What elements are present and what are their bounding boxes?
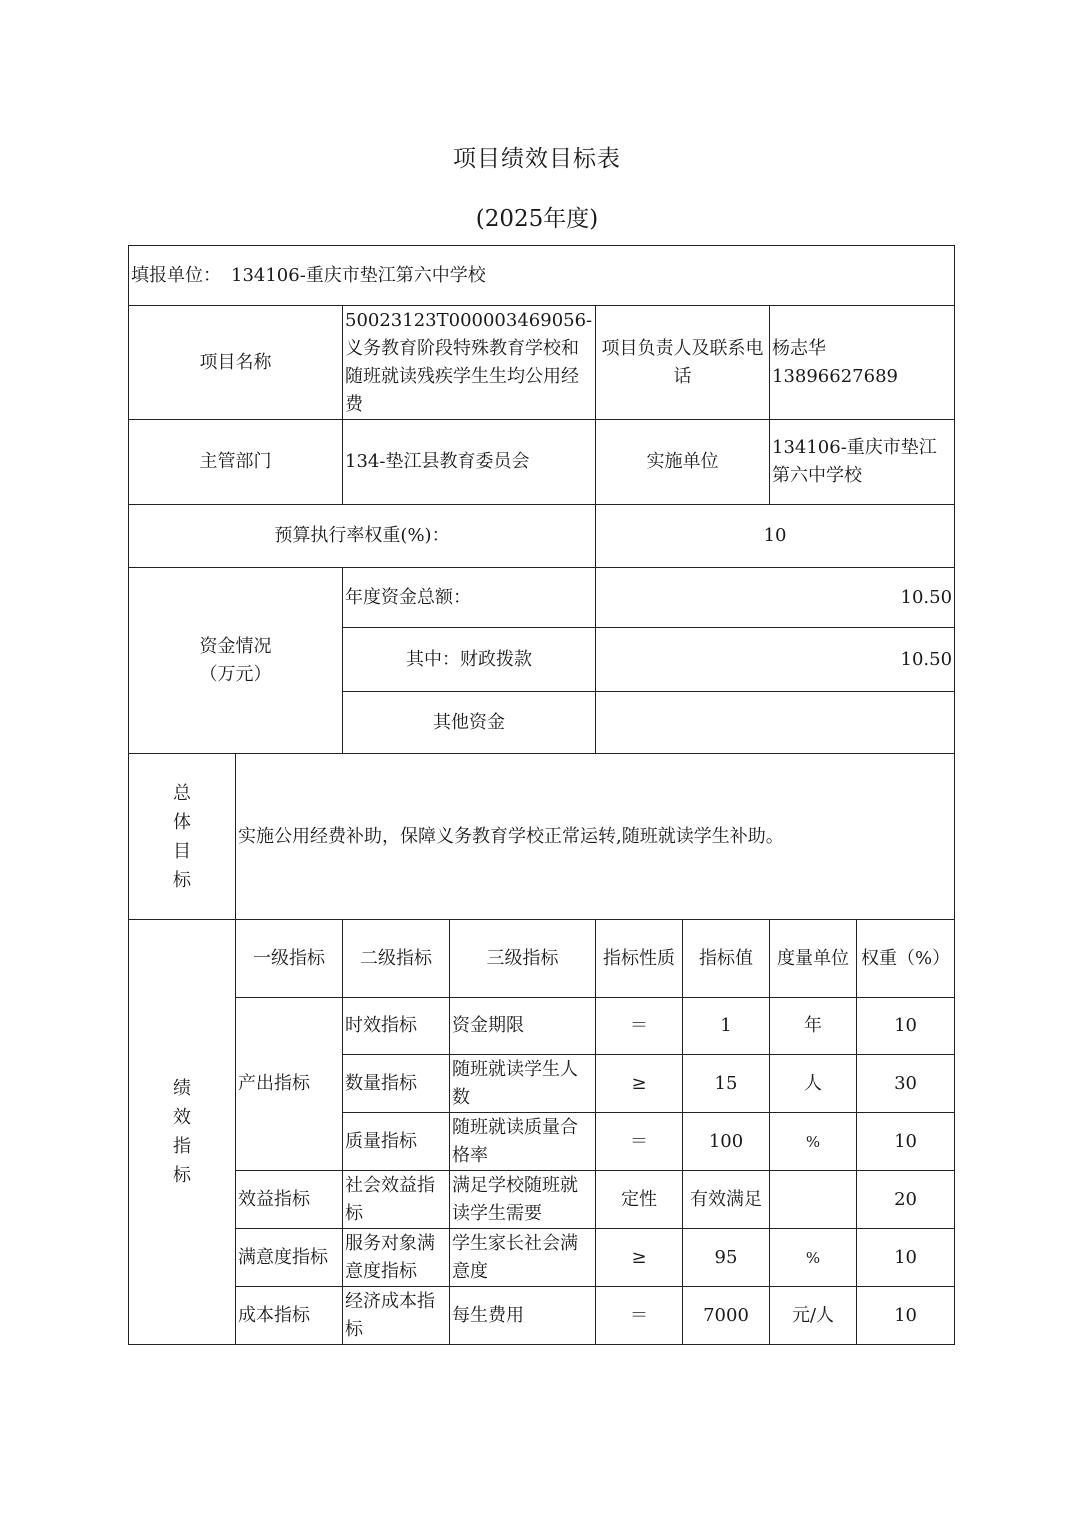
row-weight: 10 — [857, 1113, 955, 1171]
row-nature: 定性 — [596, 1171, 683, 1229]
header-l2: 二级指标 — [343, 920, 450, 998]
indicator-header-row — [129, 920, 955, 998]
row-weight: 20 — [857, 1171, 955, 1229]
funds-other-value — [596, 692, 955, 754]
performance-table — [128, 245, 955, 1345]
funds-total-value: 10.50 — [596, 568, 955, 628]
overall-label-cell — [129, 754, 236, 920]
row-l3: 每生费用 — [450, 1287, 596, 1345]
row-l1: 产出指标 — [236, 998, 343, 1171]
overall-row — [129, 754, 955, 920]
dept-label: 主管部门 — [129, 420, 343, 505]
row-l2: 经济成本指标 — [343, 1287, 450, 1345]
row-weight: 10 — [857, 1287, 955, 1345]
row-weight: 10 — [857, 998, 955, 1055]
budget-label: 预算执行率权重(%)： — [129, 505, 596, 568]
table-row — [129, 998, 955, 1055]
row-l3: 随班就读学生人数 — [450, 1055, 596, 1113]
funds-fiscal-label: 其中：财政拨款 — [343, 628, 596, 692]
row-l1: 满意度指标 — [236, 1229, 343, 1287]
header-l1: 一级指标 — [236, 920, 343, 998]
row-unit: 人 — [770, 1055, 857, 1113]
row-unit: % — [770, 1229, 857, 1287]
funds-fiscal-value: 10.50 — [596, 628, 955, 692]
project-name-label: 项目名称 — [129, 306, 343, 420]
funds-total-row — [129, 568, 955, 628]
header-unit: 度量单位 — [770, 920, 857, 998]
overall-value: 实施公用经费补助，保障义务教育学校正常运转,随班就读学生补助。 — [236, 754, 955, 920]
budget-value: 10 — [596, 505, 955, 568]
filler-value: 134106-重庆市垫江第六中学校 — [231, 264, 486, 286]
header-nature: 指标性质 — [596, 920, 683, 998]
row-l2: 质量指标 — [343, 1113, 450, 1171]
page-title: 项目绩效目标表 — [453, 146, 621, 172]
row-value: 100 — [683, 1113, 770, 1171]
filler-row — [129, 246, 955, 306]
table-row — [129, 1171, 955, 1229]
dept-row — [129, 420, 955, 505]
row-weight: 30 — [857, 1055, 955, 1113]
indicators-label-cell — [129, 920, 236, 1345]
row-nature: ＝ — [596, 1113, 683, 1171]
page-year: (2025年度) — [475, 206, 599, 232]
impl-label: 实施单位 — [596, 420, 770, 505]
row-unit: % — [770, 1113, 857, 1171]
row-value: 7000 — [683, 1287, 770, 1345]
row-l3: 满足学校随班就读学生需要 — [450, 1171, 596, 1229]
row-weight: 10 — [857, 1229, 955, 1287]
row-l2: 社会效益指标 — [343, 1171, 450, 1229]
overall-label: 总体目标 — [173, 782, 191, 891]
row-nature: ＝ — [596, 998, 683, 1055]
row-l3: 资金期限 — [450, 998, 596, 1055]
row-value: 有效满足 — [683, 1171, 770, 1229]
header-l3: 三级指标 — [450, 920, 596, 998]
header-value: 指标值 — [683, 920, 770, 998]
funds-unit: （万元） — [199, 663, 272, 685]
indicators-label: 绩效指标 — [173, 1078, 191, 1186]
row-unit — [770, 1171, 857, 1229]
row-nature: ≥ — [596, 1229, 683, 1287]
table-row — [129, 1287, 955, 1345]
row-value: 15 — [683, 1055, 770, 1113]
row-nature: ＝ — [596, 1287, 683, 1345]
impl-value: 134106-重庆市垫江第六中学校 — [770, 420, 955, 505]
row-l3: 随班就读质量合格率 — [450, 1113, 596, 1171]
dept-value: 134-垫江县教育委员会 — [343, 420, 596, 505]
row-unit: 元/人 — [770, 1287, 857, 1345]
project-name-value: 50023123T000003469056-义务教育阶段特殊教育学校和随班就读残疾学生生均公用经费 — [343, 306, 596, 420]
row-l2: 时效指标 — [343, 998, 450, 1055]
row-unit: 年 — [770, 998, 857, 1055]
filler-cell — [129, 246, 955, 306]
row-l2: 服务对象满意度指标 — [343, 1229, 450, 1287]
contact-label: 项目负责人及联系电话 — [596, 306, 770, 420]
row-l3: 学生家长社会满意度 — [450, 1229, 596, 1287]
row-l1: 成本指标 — [236, 1287, 343, 1345]
funds-label: 资金情况 — [199, 635, 272, 657]
budget-row — [129, 505, 955, 568]
contact-value: 杨志华 13896627689 — [770, 306, 955, 420]
row-nature: ≥ — [596, 1055, 683, 1113]
table-row — [129, 1229, 955, 1287]
project-row — [129, 306, 955, 420]
funds-label-cell — [129, 568, 343, 754]
funds-other-label: 其他资金 — [343, 692, 596, 754]
row-value: 95 — [683, 1229, 770, 1287]
row-l2: 数量指标 — [343, 1055, 450, 1113]
row-l1: 效益指标 — [236, 1171, 343, 1229]
row-value: 1 — [683, 998, 770, 1055]
header-weight: 权重（%） — [857, 920, 955, 998]
funds-total-label: 年度资金总额： — [343, 568, 596, 628]
filler-label: 填报单位： — [131, 264, 221, 286]
